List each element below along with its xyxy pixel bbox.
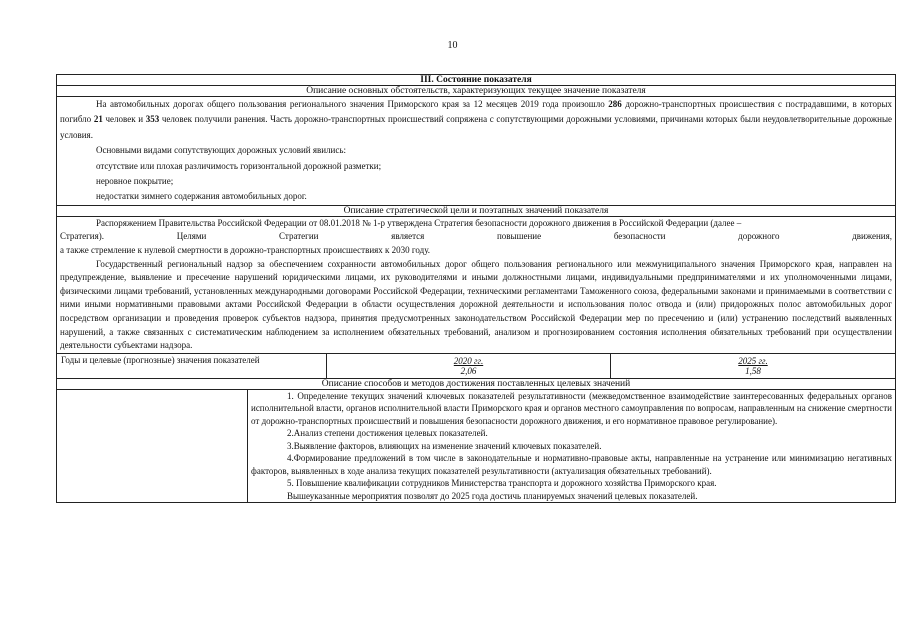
block1-title: Описание основных обстоятельств, характеризующих текущее значение показателя (57, 86, 895, 97)
block2-paragraph-1-line2: Стратегия). Целями Стратегии является повышение безопасности дорожного движения, (60, 231, 892, 242)
method-item-3: 3.Выявление факторов, влияющих на изменение значений ключевых показателей. (287, 440, 602, 451)
block2-title: Описание стратегической цели и поэтапных значений показателя (57, 206, 895, 217)
block1-body (57, 97, 895, 206)
targets-row (57, 354, 895, 379)
block2-paragraph-1-line3: а также стремление к нулевой смертности в дорожно-транспортных происшествиях к 2030 году. (60, 245, 431, 256)
block3-body (57, 390, 895, 503)
target-2020 (327, 354, 611, 378)
indicator-table (56, 74, 896, 503)
targets-label: Годы и целевые (прогнозные) значения показателей (57, 354, 327, 378)
block1-paragraph-5: недостатки зимнего содержания автомобильных дорог. (96, 191, 307, 202)
block3-empty-cell (57, 390, 248, 503)
block2-paragraph-2: Государственный региональный надзор за обеспечением сохранности автомобильных дорог общего пользования регионального или межмуниципального значения Приморского края, направлен на предупреждение, выявление и пресечение нарушений юридическими лицами, их руководителями и иными должностными лицами, индивидуальными предпринимателями и их уполномоченными лицами, физическими лицами требований, установленных международными договорами Российской Федерации, техническими регламентами Таможенного союза, федеральными законами и принимаемыми в соответствии с ними иными нормативными правовыми актами Российской Федерации в области осуществления дорожной деятельности и использования полос отвода и (или) придорожных полос автомобильных дорог посредством организации и проведения проверок субъектов надзора, принятия предусмотренных законодательством Российской Федерации мер по пресечению и (или) устранению последствий выявленных нарушений, а также связанных с систематическим наблюдением за исполнением обязательных требований, анализом и прогнозированием состояния исполнения обязательных требований при осуществлении деятельности субъектами надзора. (60, 258, 892, 351)
method-item-1: 1. Определение текущих значений ключевых показателей результативности (межведомственное взаимодействие заинтересованных федеральных органов исполнительной власти, органов исполнительной власти Приморского края и органов местного самоуправления по вопросам, направленным на снижение смертности от дорожно-транспортных происшествий и повышения безопасности дорожного движения, и его нормативное правовое регулирование). (251, 390, 892, 426)
block3-title: Описание способов и методов достижения поставленных целевых значений (57, 379, 895, 390)
block3-text (248, 390, 895, 503)
block1-paragraph-1: На автомобильных дорогах общего пользования регионального значения Приморского края за 12 месяцев 2019 года произошло 286 дорожно-транспортных происшествия с пострадавшими, в которых погибло 21 человек и 353 человек получили ранения. Часть дорожно-транспортных происшествий сопряжена с сопутствующими дорожными условиями, причинами которых были неудовлетворительные дорожные условия. (60, 99, 893, 140)
block1-paragraph-3: отсутствие или плохая различимость горизонтальной дорожной разметки; (96, 160, 382, 171)
section-title: III. Состояние показателя (57, 75, 895, 86)
block1-paragraph-2: Основными видами сопутствующих дорожных условий явились: (96, 145, 346, 156)
method-item-4: 4.Формирование предложений в том числе в законодательные и нормативно-правовые акты, направленные на устранение или минимизацию негативных факторов, выявленных в ходе анализа текущих показателей результативности (актуализация обязательных требований). (251, 453, 892, 476)
method-item-5: 5. Повышение квалификации сотрудников Министерства транспорта и дорожного хозяйства Приморского края. (287, 478, 717, 489)
target-2025 (611, 354, 895, 378)
block2-paragraph-1: Распоряжением Правительства Российской Федерации от 08.01.2018 № 1-р утверждена Стратегия безопасности дорожного движения в Российской Федерации (далее – (96, 217, 742, 228)
block2-body (57, 217, 895, 354)
target-year-1: 2020 гг. (453, 355, 484, 366)
method-closing: Вышеуказанные мероприятия позволят до 2025 года достичь планируемых значений целевых показателей. (287, 490, 698, 501)
target-value-1: 2,06 (460, 365, 477, 376)
block1-paragraph-4: неровное покрытие; (96, 176, 174, 187)
page-number: 10 (447, 40, 458, 51)
target-value-2: 1,58 (745, 365, 761, 376)
method-item-2: 2.Анализ степени достижения целевых показателей. (287, 428, 488, 439)
target-year-2: 2025 гг. (738, 355, 768, 366)
